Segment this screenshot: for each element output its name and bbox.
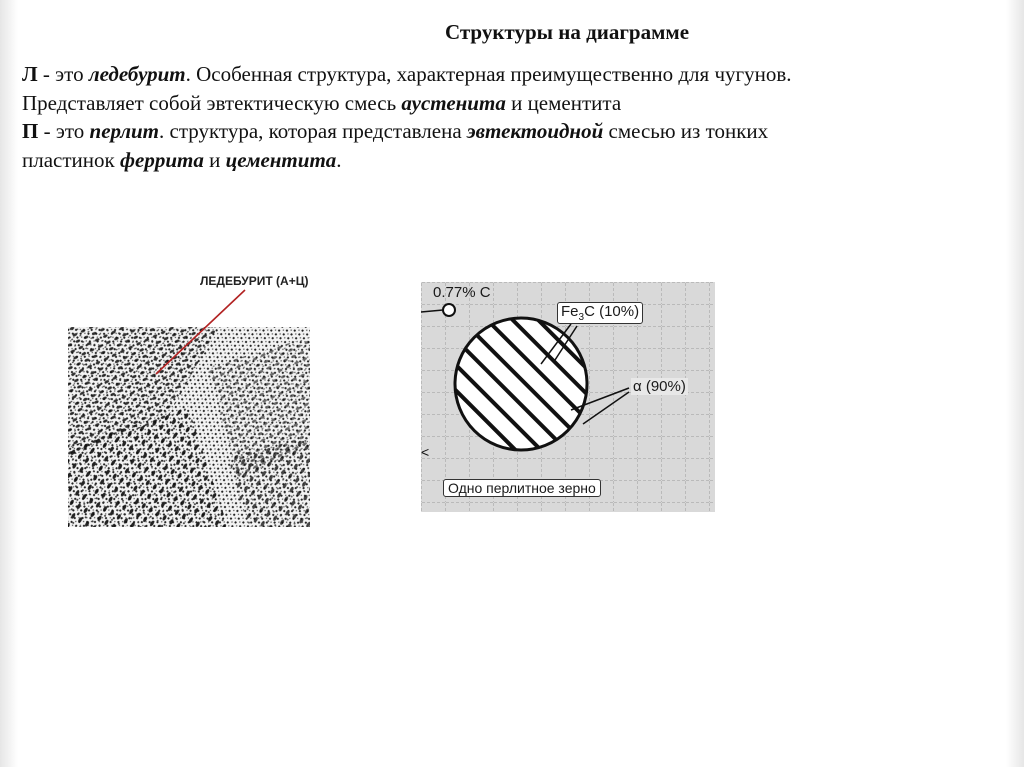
text-segment: смесью из тонких <box>603 119 769 143</box>
slide-left-edge <box>0 0 18 767</box>
svg-text:<: < <box>421 444 430 460</box>
text-segment: Представляет собой эвтектическую смесь <box>22 90 402 115</box>
ledeburite-micrograph <box>68 327 310 527</box>
text-segment: . <box>336 147 342 172</box>
text-segment: . Особенная структура, характерная преимущественно для чугунов. <box>185 62 792 86</box>
pearlite-grain-label: Одно перлитное зерно <box>443 479 601 497</box>
slide-title: Структуры на диаграмме <box>444 20 690 44</box>
letter-l: Л <box>22 62 38 86</box>
text-segment: . структура, которая представлена <box>159 119 467 143</box>
text-segment: пластинок <box>22 147 120 172</box>
letter-p: П <box>22 119 39 143</box>
ferrite-label: α (90%) <box>633 378 686 395</box>
term-eutectoid: эвтектоидной <box>466 119 604 143</box>
carbon-marker-icon <box>443 304 455 316</box>
ledeburite-label: ЛЕДЕБУРИТ (А+Ц) <box>200 274 309 288</box>
paragraph-ledeburite <box>22 60 1002 117</box>
carbon-content-label: 0.77% C <box>433 284 491 301</box>
text-segment: - это <box>38 119 90 143</box>
slide-right-edge <box>1006 0 1024 767</box>
description-text <box>22 60 1002 174</box>
term-cementite: цементита <box>225 147 337 172</box>
term-ledeburite: ледебурит <box>88 62 186 86</box>
term-austenite: аустенита <box>401 90 506 115</box>
text-segment: - это <box>37 62 89 86</box>
ledeburite-figure <box>60 262 320 537</box>
pearlite-diagram <box>421 282 715 512</box>
paragraph-pearlite <box>22 117 1002 174</box>
term-ferrite: феррита <box>119 147 204 172</box>
term-pearlite: перлит <box>89 119 160 143</box>
text-segment: и <box>203 147 226 172</box>
cementite-label: $Fe_3C$ (10%) <box>557 302 643 324</box>
text-segment: и цементита <box>505 90 622 115</box>
